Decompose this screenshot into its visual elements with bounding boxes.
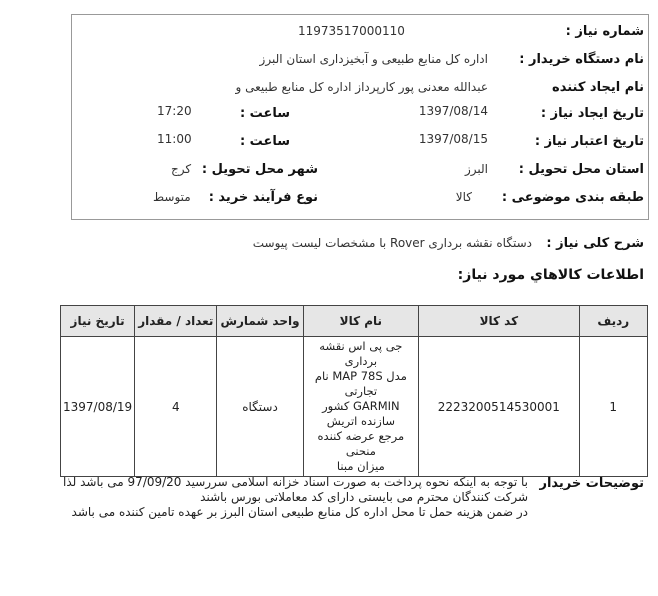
need-number-label: شماره نیاز : — [565, 24, 644, 39]
delivery-city-value: کرج — [171, 162, 192, 176]
need-number-value: 11973517000110 — [298, 24, 405, 38]
validity-time-label: ساعت : — [239, 134, 290, 149]
header-row-number: ردیف — [579, 306, 648, 337]
cell-item-code: 2223200514530001 — [419, 337, 579, 477]
summary-text: دستگاه نقشه برداری Rover با مشخصات لیست پیوست — [252, 236, 532, 250]
category-value: کالا — [455, 190, 472, 204]
cell-need-date: 1397/08/19 — [61, 337, 135, 477]
buyer-note-line: شرکت کنندگان محترم می بایستی دارای کد معاملاتی بورس باشند — [200, 490, 528, 504]
created-date-label: تاریخ ایجاد نیاز : — [540, 106, 644, 121]
created-time-value: 17:20 — [157, 104, 192, 118]
created-time-label: ساعت : — [239, 106, 290, 121]
purchase-process-value: متوسط — [153, 190, 191, 204]
delivery-province-label: استان محل تحویل : — [518, 162, 644, 177]
buyer-note-line: در ضمن هزینه حمل تا محل اداره کل منابع طبیعی استان البرز بر عهده تامین کننده می باشد — [71, 505, 528, 519]
created-date-value: 1397/08/14 — [418, 104, 488, 118]
items-table — [60, 305, 648, 477]
cell-quantity: 4 — [135, 337, 217, 477]
cell-unit: دستگاه — [217, 337, 303, 477]
delivery-city-label: شهر محل تحویل : — [201, 162, 318, 177]
item-name-line: GARMIN کشور سازنده اتریش — [322, 399, 400, 428]
item-name-line: جی پی اس نقشه برداری — [319, 339, 403, 368]
cell-item-name — [303, 337, 419, 477]
item-name-line: میزان مبنا — [336, 459, 385, 473]
validity-date-label: تاریخ اعتبار نیاز : — [534, 134, 644, 149]
header-item-name: نام کالا — [303, 306, 419, 337]
purchase-process-label: نوع فرآیند خرید : — [208, 190, 318, 205]
validity-date-value: 1397/08/15 — [418, 132, 488, 146]
header-item-code: کد کالا — [419, 306, 579, 337]
creator-value: عبدالله معدنی پور کارپرداز اداره کل منابع طبیعی و — [235, 80, 488, 94]
delivery-province-value: البرز — [464, 162, 488, 176]
buyer-org-value: اداره کل منابع طبیعی و آبخیزداری استان البرز — [259, 52, 488, 66]
table-row — [61, 337, 648, 477]
header-unit: واحد شمارش — [217, 306, 303, 337]
item-name-line: مدل MAP 78S نام تجارتی — [314, 369, 407, 398]
creator-label: نام ایجاد کننده — [552, 80, 644, 95]
buyer-note-line: با توجه به اینکه نحوه پرداخت به صورت اسناد خزانه اسلامی سررسید 97/09/20 می باشد لذا — [63, 475, 528, 489]
items-section-title: اطلاعات کالاهاي مورد نیاز: — [457, 267, 644, 283]
category-label: طبقه بندی موضوعی : — [501, 190, 644, 205]
items-header-row — [61, 306, 648, 337]
buyer-notes-label: توضیحات خریدار — [539, 476, 644, 491]
summary-label: شرح کلی نیاز : — [546, 236, 644, 251]
buyer-org-label: نام دستگاه خریدار : — [519, 52, 644, 67]
item-name-line: مرجع عرضه کننده منحنی — [317, 429, 405, 458]
cell-row-number: 1 — [579, 337, 648, 477]
header-quantity: تعداد / مقدار — [135, 306, 217, 337]
validity-time-value: 11:00 — [157, 132, 192, 146]
header-need-date: تاریخ نیاز — [61, 306, 135, 337]
